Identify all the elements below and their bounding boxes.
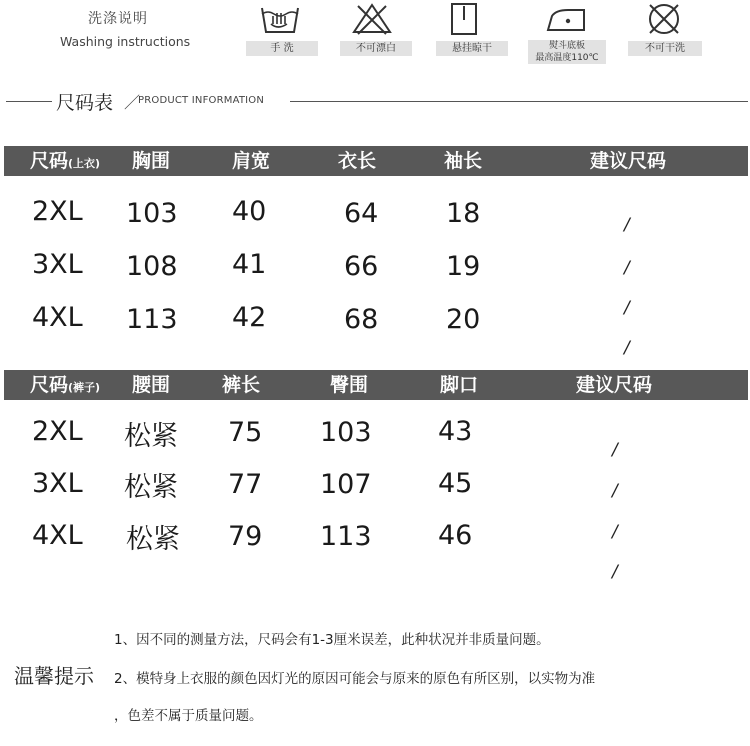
- bottom-recommend-2: /: [612, 481, 618, 501]
- top-row-3-chest: 113: [126, 304, 178, 335]
- bottom-row-2-waist: 松紧: [124, 472, 178, 503]
- washing-title-en: Washing instructions: [60, 34, 191, 49]
- section-rule-right: [290, 101, 748, 102]
- top-header-shoulder: 肩宽: [232, 150, 271, 172]
- bottom-header-size-text: 尺码: [30, 374, 69, 396]
- tips-title: 温馨提示: [14, 664, 94, 688]
- tip-line-2: 2、模特身上衣服的颜色因灯光的原因可能会与原来的原色有所区别，以实物为准: [114, 671, 596, 687]
- bottom-row-1-size: 2XL: [32, 416, 83, 447]
- bottom-row-1-length: 75: [228, 417, 263, 448]
- bottom-row-3-waist: 松紧: [126, 524, 180, 555]
- size-section-subtitle: PRODUCT INFORMATION: [138, 95, 265, 106]
- top-header-size-text: 尺码: [30, 150, 69, 172]
- top-row-3-size: 4XL: [32, 302, 83, 333]
- top-recommend-4: /: [624, 338, 630, 358]
- top-row-1-size: 2XL: [32, 196, 83, 227]
- top-recommend-3: /: [624, 298, 630, 318]
- bottom-row-2-length: 77: [228, 469, 263, 500]
- bottom-row-3-size: 4XL: [32, 520, 83, 551]
- iron-label-line1: 熨斗底板: [548, 41, 585, 51]
- bottom-header-size-note: (裤子): [68, 381, 101, 394]
- bottom-row-2-size: 3XL: [32, 468, 83, 499]
- top-row-1-shoulder: 40: [232, 196, 267, 227]
- iron-label-line2: 最高温度110℃: [535, 53, 599, 63]
- hand-wash-icon: [258, 2, 302, 36]
- bottom-row-2-hip: 107: [320, 469, 372, 500]
- top-recommend-1: /: [624, 215, 630, 235]
- bottom-header-recommend: 建议尺码: [576, 374, 653, 396]
- section-rule-left: [6, 101, 52, 102]
- top-row-2-size: 3XL: [32, 249, 83, 280]
- top-row-3-length: 68: [344, 304, 379, 335]
- tip-line-3: ，色差不属于质量问题。: [114, 708, 263, 724]
- hang-dry-label: 悬挂晾干: [436, 41, 508, 56]
- washing-title-cn: 洗涤说明: [88, 11, 148, 27]
- bottom-header-size: [30, 370, 100, 403]
- top-header-chest: 胸围: [132, 150, 171, 172]
- bottom-header-hem: 脚口: [440, 374, 479, 396]
- bottom-header-waist: 腰围: [132, 374, 171, 396]
- top-table-header: [4, 146, 748, 176]
- top-row-1-chest: 103: [126, 198, 178, 229]
- bottom-recommend-3: /: [612, 522, 618, 542]
- iron-icon: [544, 2, 588, 36]
- top-row-3-shoulder: 42: [232, 302, 267, 333]
- bottom-row-1-hip: 103: [320, 417, 372, 448]
- no-bleach-label: 不可漂白: [340, 41, 412, 56]
- top-row-3-sleeve: 20: [446, 304, 481, 335]
- iron-label: [528, 40, 606, 64]
- bottom-table-header: [4, 370, 748, 400]
- bottom-recommend-1: /: [612, 440, 618, 460]
- hand-wash-label: 手 洗: [246, 41, 318, 56]
- top-row-2-sleeve: 19: [446, 251, 481, 282]
- no-bleach-icon: [350, 2, 394, 36]
- hang-dry-icon: [442, 2, 486, 36]
- bottom-recommend-4: /: [612, 562, 618, 582]
- bottom-row-1-waist: 松紧: [124, 421, 178, 452]
- top-row-2-shoulder: 41: [232, 249, 267, 280]
- top-recommend-2: /: [624, 258, 630, 278]
- bottom-row-2-hem: 45: [438, 468, 473, 499]
- bottom-row-3-length: 79: [228, 521, 263, 552]
- no-dry-clean-icon: [642, 2, 686, 36]
- bottom-row-1-hem: 43: [438, 416, 473, 447]
- top-header-size-note: (上衣): [68, 157, 101, 170]
- size-section-title: 尺码表: [56, 92, 114, 114]
- bottom-row-3-hem: 46: [438, 520, 473, 551]
- slash-divider: ／: [124, 93, 141, 112]
- top-header-sleeve: 袖长: [444, 150, 483, 172]
- bottom-header-length: 裤长: [222, 374, 261, 396]
- no-dry-clean-label: 不可干洗: [628, 41, 702, 56]
- top-header-recommend: 建议尺码: [590, 150, 667, 172]
- bottom-row-3-hip: 113: [320, 521, 372, 552]
- top-row-1-length: 64: [344, 198, 379, 229]
- top-header-length: 衣长: [338, 150, 377, 172]
- top-row-1-sleeve: 18: [446, 198, 481, 229]
- top-row-2-chest: 108: [126, 251, 178, 282]
- top-row-2-length: 66: [344, 251, 379, 282]
- bottom-header-hip: 臀围: [330, 374, 369, 396]
- top-header-size: [30, 146, 100, 179]
- tip-line-1: 1、因不同的测量方法，尺码会有1-3厘米误差，此种状况并非质量问题。: [114, 632, 550, 648]
